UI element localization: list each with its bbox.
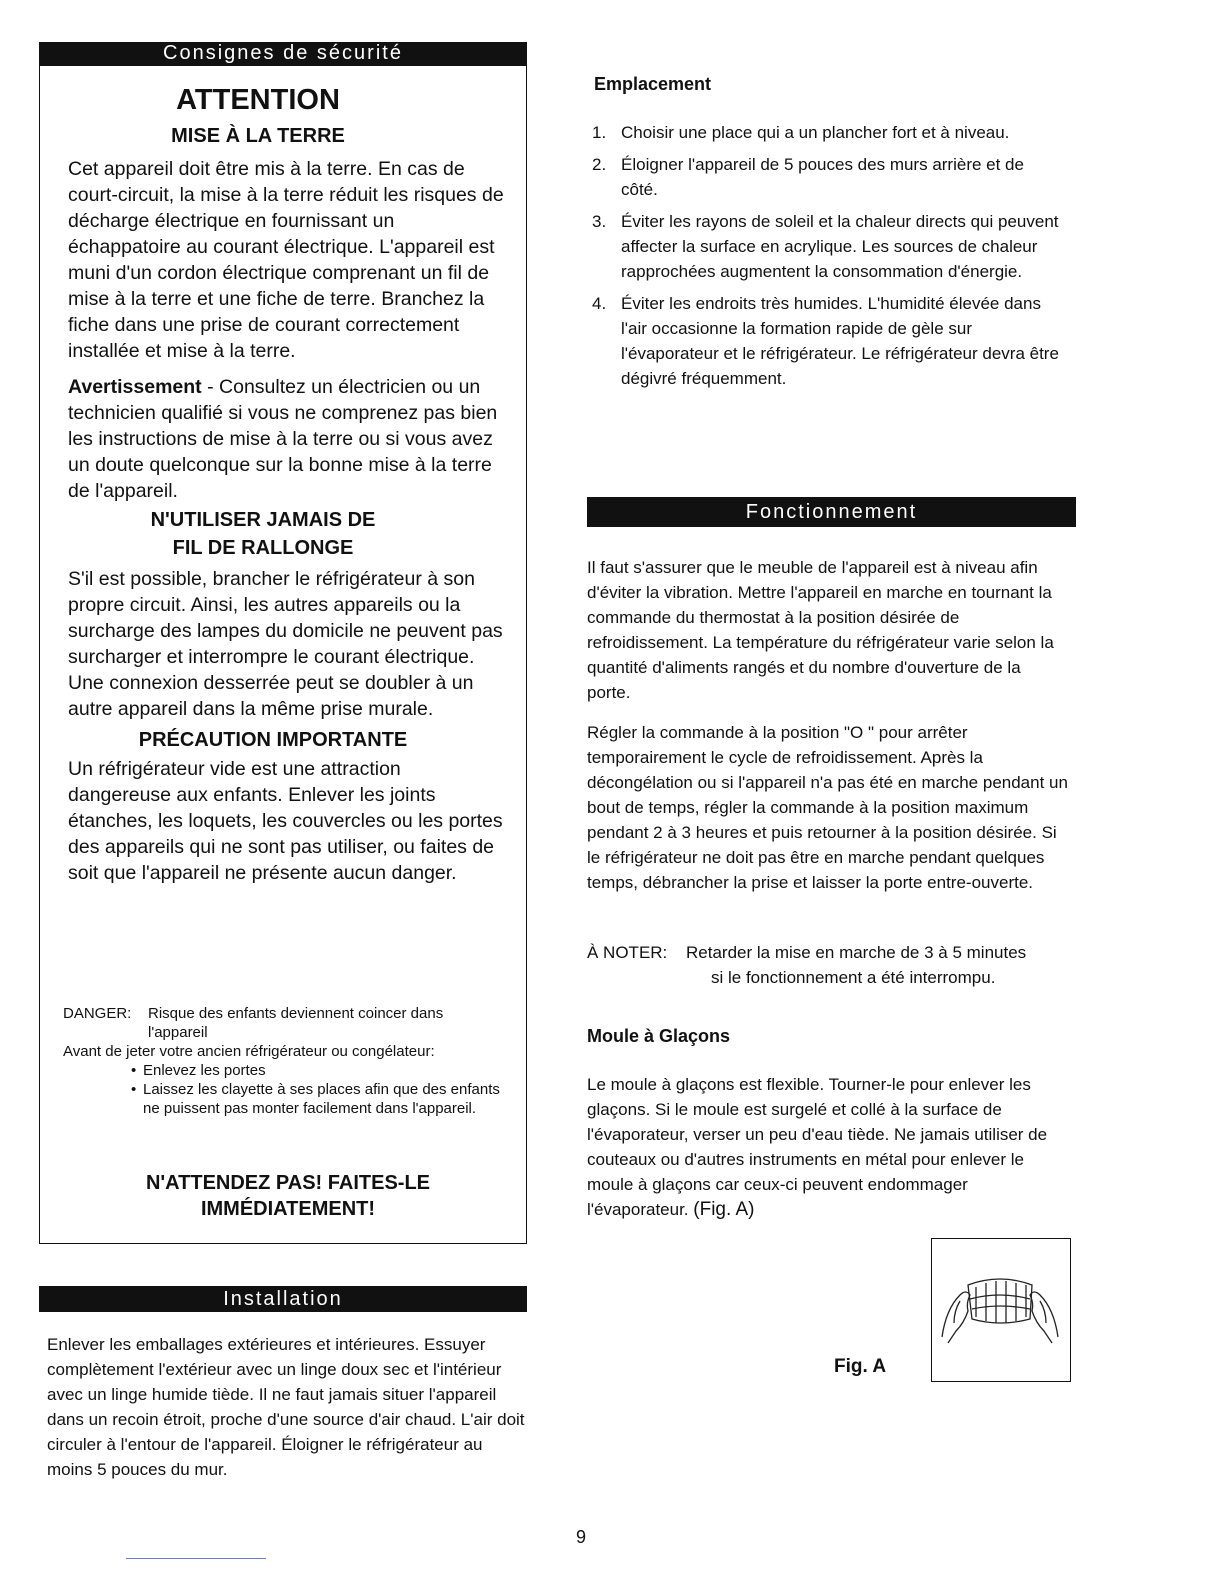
fonctionnement-header: Fonctionnement — [587, 497, 1076, 527]
warning-text: - Consultez un électricien ou un technicien qualifié si vous ne comprenez pas bien les instructions de mise à la terre ou si vous avez un doute quelconque sur la bonne mise à la terre de l'appareil. — [68, 376, 498, 502]
fig-a-caption: Fig. A — [834, 1356, 887, 1377]
footer-rule — [126, 1558, 266, 1559]
precaution-text: Un réfrigérateur vide est une attraction dangereuse aux enfants. Enlever les joints étanches, les loquets, les couvercles ou les portes des appareils qui ne sont pas utiliser, ou faites de soit que l'appareil ne présente aucun danger. — [68, 758, 503, 884]
list-item — [592, 152, 1060, 202]
list-item-text: Éviter les endroits très humides. L'humidité élevée dans l'air occasionne la formation rapide de gèle sur l'évaporateur et le réfrigérateur. Le réfrigérateur devra être dégivré fréquemment. — [621, 294, 1059, 388]
bullet-icon: • — [131, 1081, 137, 1098]
fig-a-illustration — [931, 1238, 1071, 1382]
attention-heading: ATTENTION — [176, 84, 340, 116]
list-item — [592, 291, 1060, 391]
moule-body: Le moule à glaçons est flexible. Tourner-le pour enlever les glaçons. Si le moule est surgelé et collé à la surface de l'évaporateur, verser un peu d'eau tiède. Ne jamais utiliser de couteaux ou d'autres instruments en métal pour enlever le moule à glaçons car ceux-ci peuvent endommager l'évaporateur. — [587, 1075, 1048, 1219]
list-item-number: 1. — [592, 123, 607, 142]
list-item-text: Choisir une place qui a un plancher fort et à niveau. — [621, 123, 1010, 142]
list-item — [592, 209, 1060, 284]
installation-header: Installation — [39, 1286, 527, 1312]
bullet-text: Enlevez les portes — [143, 1062, 266, 1079]
note-block — [587, 940, 1067, 990]
safety-header: Consignes de sécurité — [39, 42, 527, 66]
extension-title-1: N'UTILISER JAMAIS DE — [150, 509, 376, 531]
emplacement-title: Emplacement — [594, 74, 712, 94]
fig-reference: (Fig. A) — [693, 1199, 755, 1220]
note-line-2: si le fonctionnement a été interrompu. — [711, 968, 996, 987]
list-item-text: Éloigner l'appareil de 5 pouces des murs arrière et de côté. — [621, 155, 1024, 199]
list-item-text: Éviter les rayons de soleil et la chaleur directs qui peuvent affecter la surface en acrylique. Les sources de chaleur rapprochées augmentent la consommation d'énergie. — [621, 212, 1059, 281]
extension-title-2: FIL DE RALLONGE — [172, 537, 354, 559]
danger-line-1: Risque des enfants deviennent coincer dans — [148, 1005, 444, 1022]
danger-line-2: l'appareil — [148, 1024, 208, 1041]
note-label: À NOTER: — [587, 943, 668, 962]
extension-text: S'il est possible, brancher le réfrigérateur à son propre circuit. Ainsi, les autres appareils ou la surcharge des lampes du domicile ne peuvent pas surcharger et interrompre le courant électrique. Une connexion desserrée peut se doubler à un autre appareil dans la même prise murale. — [68, 568, 503, 720]
list-item — [592, 120, 1060, 145]
danger-label: DANGER: — [63, 1005, 132, 1022]
grounding-title: MISE À LA TERRE — [171, 125, 345, 147]
note-line-1: Retarder la mise en marche de 3 à 5 minutes — [686, 943, 1027, 962]
danger-before: Avant de jeter votre ancien réfrigérateur ou congélateur: — [63, 1043, 435, 1060]
bullet-item — [131, 1061, 503, 1080]
danger-block — [63, 1004, 513, 1118]
moule-text — [587, 1072, 1069, 1222]
moule-title: Moule à Glaçons — [587, 1026, 731, 1046]
fonctionnement-para-2: Régler la commande à la position "O " pour arrêter temporairement le cycle de refroidissement. Après la décongélation ou si l'appareil n'a pas été en marche pendant un bout de temps, régler la commande à la position maximum pendant 2 à 3 heures et puis retourner à la position désirée. Si le réfrigérateur ne doit pas être en marche pendant quelques temps, débrancher la prise et laisser la porte entre-ouverte. — [587, 723, 1068, 892]
ice-tray-hands-icon — [932, 1239, 1069, 1380]
bullet-icon: • — [131, 1062, 137, 1079]
list-item-number: 2. — [592, 155, 607, 174]
page-number: 9 — [576, 1527, 587, 1547]
cta-block — [68, 1170, 508, 1222]
cta-line-1: N'ATTENDEZ PAS! FAITES-LE — [145, 1172, 430, 1194]
safety-content — [68, 84, 508, 886]
grounding-text: Cet appareil doit être mis à la terre. En cas de court-circuit, la mise à la terre réduit les risques de décharge électrique en fournissant un échappatoire au courant électrique. L'appareil est muni d'un cordon électrique comprenant un fil de mise à la terre et une fiche de terre. Branchez la fiche dans une prise de courant correctement installée et mise à la terre. — [68, 158, 504, 362]
bullet-text: Laissez les clayette à ses places afin que des enfants ne puissent pas monter facilement dans l'appareil. — [143, 1081, 500, 1117]
list-item-number: 3. — [592, 212, 607, 231]
emplacement-list — [592, 120, 1060, 398]
list-item-number: 4. — [592, 294, 607, 313]
warning-paragraph — [68, 374, 508, 504]
bullet-item — [131, 1080, 503, 1118]
precaution-title: PRÉCAUTION IMPORTANTE — [138, 729, 408, 751]
cta-line-2: IMMÉDIATEMENT! — [200, 1198, 376, 1220]
fonctionnement-para-1: Il faut s'assurer que le meuble de l'appareil est à niveau afin d'éviter la vibration. Mettre l'appareil en marche en tournant la commande du thermostat à la position désirée de refroidissement. La température du réfrigérateur varie selon la quantité d'aliments rangés et du nombre d'ouverture de la porte. — [587, 558, 1054, 702]
installation-text: Enlever les emballages extérieures et intérieures. Essuyer complètement l'extérieur avec un linge doux sec et l'intérieur avec un linge humide tiède. Il ne faut jamais situer l'appareil dans un recoin étroit, proche d'une source d'air chaud. L'air doit circuler à l'entour de l'appareil. Éloigner le réfrigérateur au moins 5 pouces du mur. — [47, 1335, 525, 1479]
warning-label: Avertissement — [68, 376, 202, 398]
